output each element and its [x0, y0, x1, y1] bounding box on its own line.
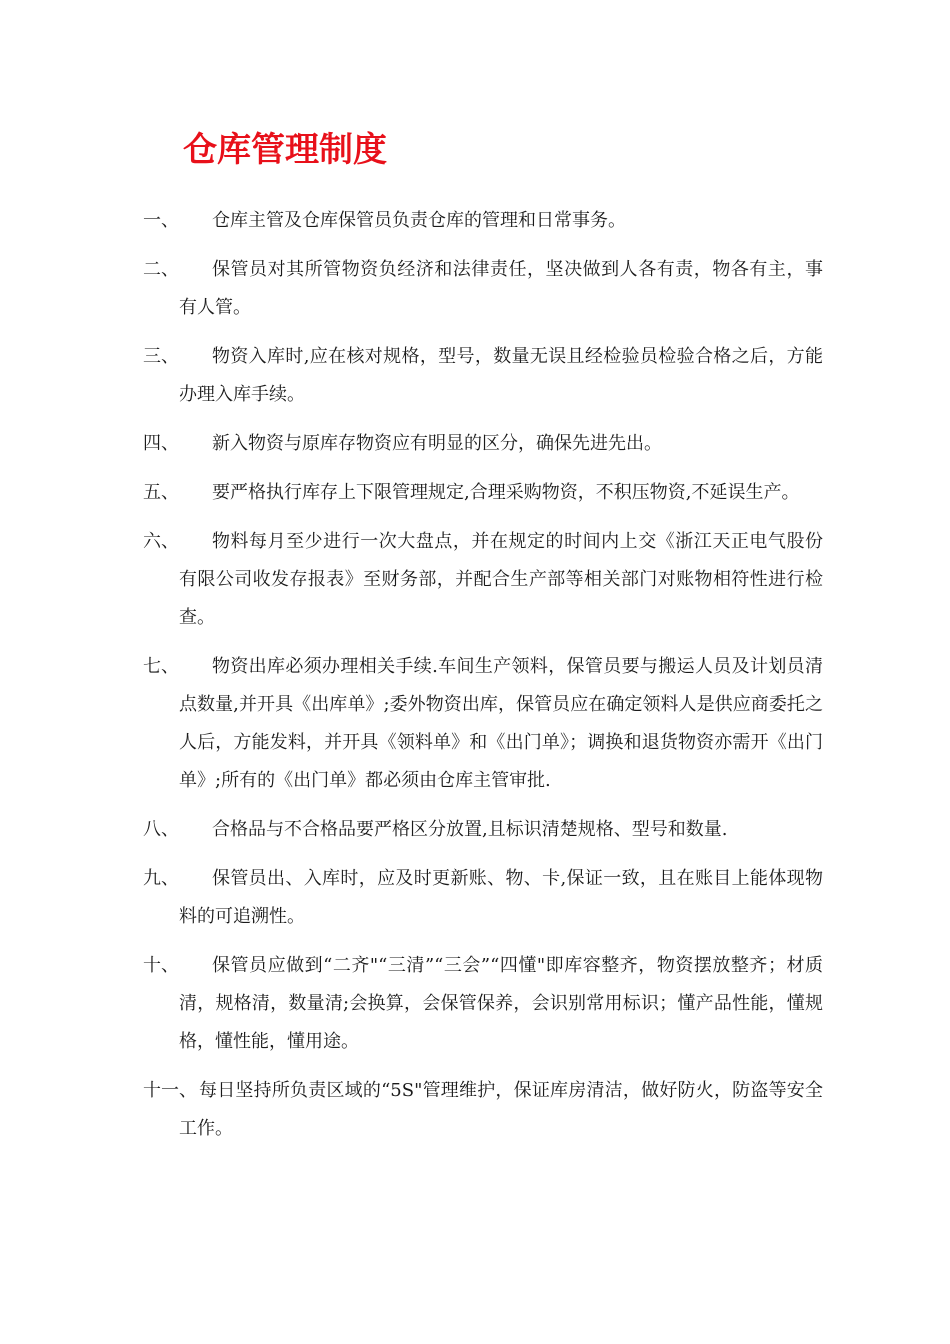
clause-5 [143, 474, 823, 512]
clause-text: 物料每月至少进行一次大盘点，并在规定的时间内上交《浙江天正电气股份有限公司收发存报表》至财务部，并配合生产部等相关部门对账物相符性进行检查。 [179, 531, 823, 628]
clause-2 [143, 251, 823, 327]
clause-text: 保管员应做到“二齐"“三清”“三会”“四懂"即库容整齐，物资摆放整齐；材质清，规格清，数量清;会换算，会保管保养，会识别常用标识；懂产品性能，懂规格，懂性能，懂用途。 [179, 955, 823, 1052]
clause-text: 物资入库时,应在核对规格，型号，数量无误且经检验员检验合格之后，方能办理入库手续。 [179, 346, 823, 405]
clause-number: 十一、 [143, 1080, 197, 1101]
clause-number: 六、 [143, 531, 179, 552]
clause-number: 二、 [143, 259, 179, 280]
clause-number: 一、 [143, 210, 179, 231]
clause-number: 十、 [143, 955, 179, 976]
clause-3 [143, 338, 823, 414]
clause-1 [143, 202, 823, 240]
clause-6 [143, 523, 823, 637]
clause-number: 五、 [143, 482, 179, 503]
clause-text: 新入物资与原库存物资应有明显的区分，确保先进先出。 [212, 433, 662, 454]
clause-9 [143, 860, 823, 936]
clause-number: 三、 [143, 346, 179, 367]
clause-text: 保管员对其所管物资负经济和法律责任，坚决做到人各有责，物各有主，事有人管。 [179, 259, 823, 318]
clause-8 [143, 811, 823, 849]
clause-number: 七、 [143, 656, 179, 677]
clause-list [143, 202, 823, 1159]
clause-text: 物资出库必须办理相关手续.车间生产领料，保管员要与搬运人员及计划员清点数量,并开具《出库单》;委外物资出库，保管员应在确定领料人是供应商委托之人后，方能发料，并开具《领料单》和《出门单》；调换和退货物资亦需开《出门单》;所有的《出门单》都必须由仓库主管审批. [179, 656, 823, 791]
clause-7 [143, 648, 823, 800]
document-title: 仓库管理制度 [183, 130, 387, 170]
clause-10 [143, 947, 823, 1061]
clause-text: 仓库主管及仓库保管员负责仓库的管理和日常事务。 [212, 210, 626, 231]
clause-11 [143, 1072, 823, 1148]
clause-number: 八、 [143, 819, 179, 840]
clause-number: 四、 [143, 433, 179, 454]
clause-text: 要严格执行库存上下限管理规定,合理采购物资，不积压物资,不延误生产。 [212, 482, 800, 503]
clause-number: 九、 [143, 868, 179, 889]
clause-text: 每日坚持所负责区域的“5S"管理维护，保证库房清洁，做好防火，防盗等安全工作。 [179, 1080, 823, 1139]
clause-text: 合格品与不合格品要严格区分放置,且标识清楚规格、型号和数量. [212, 819, 728, 840]
clause-text: 保管员出、入库时，应及时更新账、物、卡,保证一致，且在账目上能体现物料的可追溯性。 [179, 868, 823, 927]
clause-4 [143, 425, 823, 463]
